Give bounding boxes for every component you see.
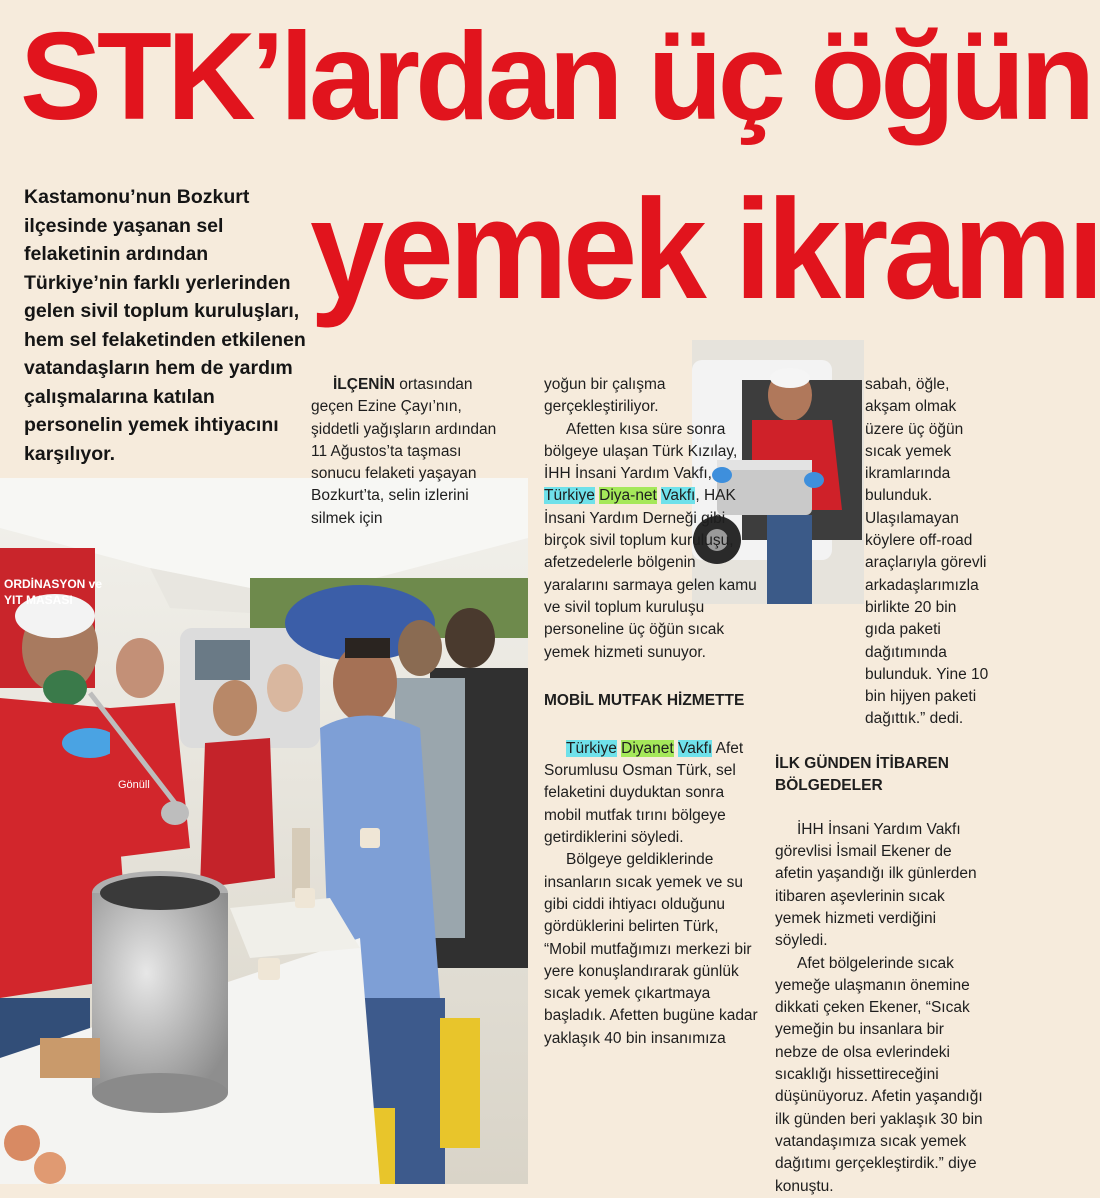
col2-subheading: MOBİL MUTFAK HİZMETTE: [544, 691, 745, 709]
col2-highlight-diya: Diya-: [599, 487, 636, 505]
col3-paragraph-1: sabah, öğle, akşam olmak üzere üç öğün sıcak yemek ikramlarında bulunduk. Ulaşılamayan köylere off-road araçlarıyla görevli arkadaşlarımızla birlikte 20 bin gıda paketi dağıtımında bulunduk. Yine 10 bin hijyen paketi dağıttık.” dedi.: [865, 376, 989, 728]
banner-text-line-2: YIT MASASI: [4, 593, 73, 607]
col2-p3-text: Afet Sorumlusu Osman Türk, sel felaketini duyduktan sonra mobil mutfak tırını bölgeye getirdiklerini söyledi.: [544, 739, 744, 847]
vest-text: Gönüll: [118, 779, 150, 791]
col1-text: ortasından geçen Ezine Çayı’nın, şiddetli yağışların ardından 11 Ağustos’ta taşması sonucu felaketi yaşayan Bozkurt’ta, selin izlerini silmek için: [311, 376, 497, 527]
col2-highlight-turkiye: Türkiye: [544, 487, 595, 505]
article-column-2: [544, 374, 759, 1050]
lede-paragraph: Kastamonu’nun Bozkurt ilçesinde yaşanan sel felaketinin ardından Türkiye’nin farklı yerlerinden gelen sivil toplum kuruluşları, hem sel felaketinden etkilenen vatandaşların hem de yardım çalışmalarına katılan personelin yemek ihtiyacını karşılıyor.: [24, 186, 306, 465]
col2-p2-text-b: , HAK İnsani Yardım Derneği gibi birçok sivil toplum kuruluşu, afetzedelerle bölgenin yaralarını sarmaya gelen kamu ve sivil toplum kuruluşu personeline üç öğün sıcak yemek hizmeti sunuyor.: [544, 487, 757, 661]
article-column-1: [311, 374, 511, 530]
banner-text-line-1: ORDİNASYON ve: [4, 577, 103, 591]
col1-paragraph: [311, 374, 511, 530]
col2-paragraph-2: [544, 419, 759, 664]
col2-highlight-net: net: [635, 487, 657, 505]
col2-paragraph-4: Bölgeye geldiklerinde insanların sıcak yemek ve su gibi ciddi ihtiyacı olduğunu gördüklerini belirten Türk, “Mobil mutfağımızı merkezi bir yere konuşlandırarak günlük sıcak yemek çıkartmaya başladık. Afetten bugüne kadar yaklaşık 40 bin insanımıza: [544, 851, 758, 1047]
col3-subheading: İLK GÜNDEN İTİBAREN BÖLGEDELER: [775, 754, 949, 794]
col1-lead-word: İLÇENİN: [333, 376, 395, 393]
col2-highlight-vakfi: Vakfı: [661, 487, 696, 505]
col3-paragraph-3: Afet bölgelerinde sıcak yemeğe ulaşmanın önemine dikkati çeken Ekener, “Sıcak yemeğin bu insanlara bir nebze de olsa evlerindeki sıcaklığı hissettireceğini düşünüyoruz. Afetin yaşandığı ilk günden beri yaklaşık 30 bin vatandaşımıza sıcak yemek dağıtımı gerçekleştirdik.” diye konuştu.: [775, 954, 983, 1195]
main-photo-food-service: [0, 478, 528, 1184]
col3-paragraph-2: İHH İnsani Yardım Vakfı görevlisi İsmail Ekener de afetin yaşandığı ilk günlerden itibaren aşevlerinin sıcak yemek hizmeti verdiğini söyledi.: [775, 820, 977, 950]
headline-line-1: STK’lardan üç öğün: [20, 8, 1091, 146]
col2-paragraph-1: yoğun bir çalışma gerçekleştiriliyor.: [544, 376, 666, 416]
col2-p2-text-a: Afetten kısa süre sonra bölgeye ulaşan Türk Kızılay, İHH İnsani Yardım Vakfı,: [544, 420, 738, 483]
headline-line-2: yemek ikramı: [310, 170, 1100, 329]
col2-p3-highlight-diyanet: Diyanet: [621, 739, 674, 757]
col2-paragraph-3: [544, 738, 759, 849]
col2-p3-highlight-turkiye: Türkiye: [566, 739, 617, 757]
col2-p3-highlight-vakfi: Vakfı: [678, 739, 713, 757]
article-column-3: [775, 374, 990, 1198]
